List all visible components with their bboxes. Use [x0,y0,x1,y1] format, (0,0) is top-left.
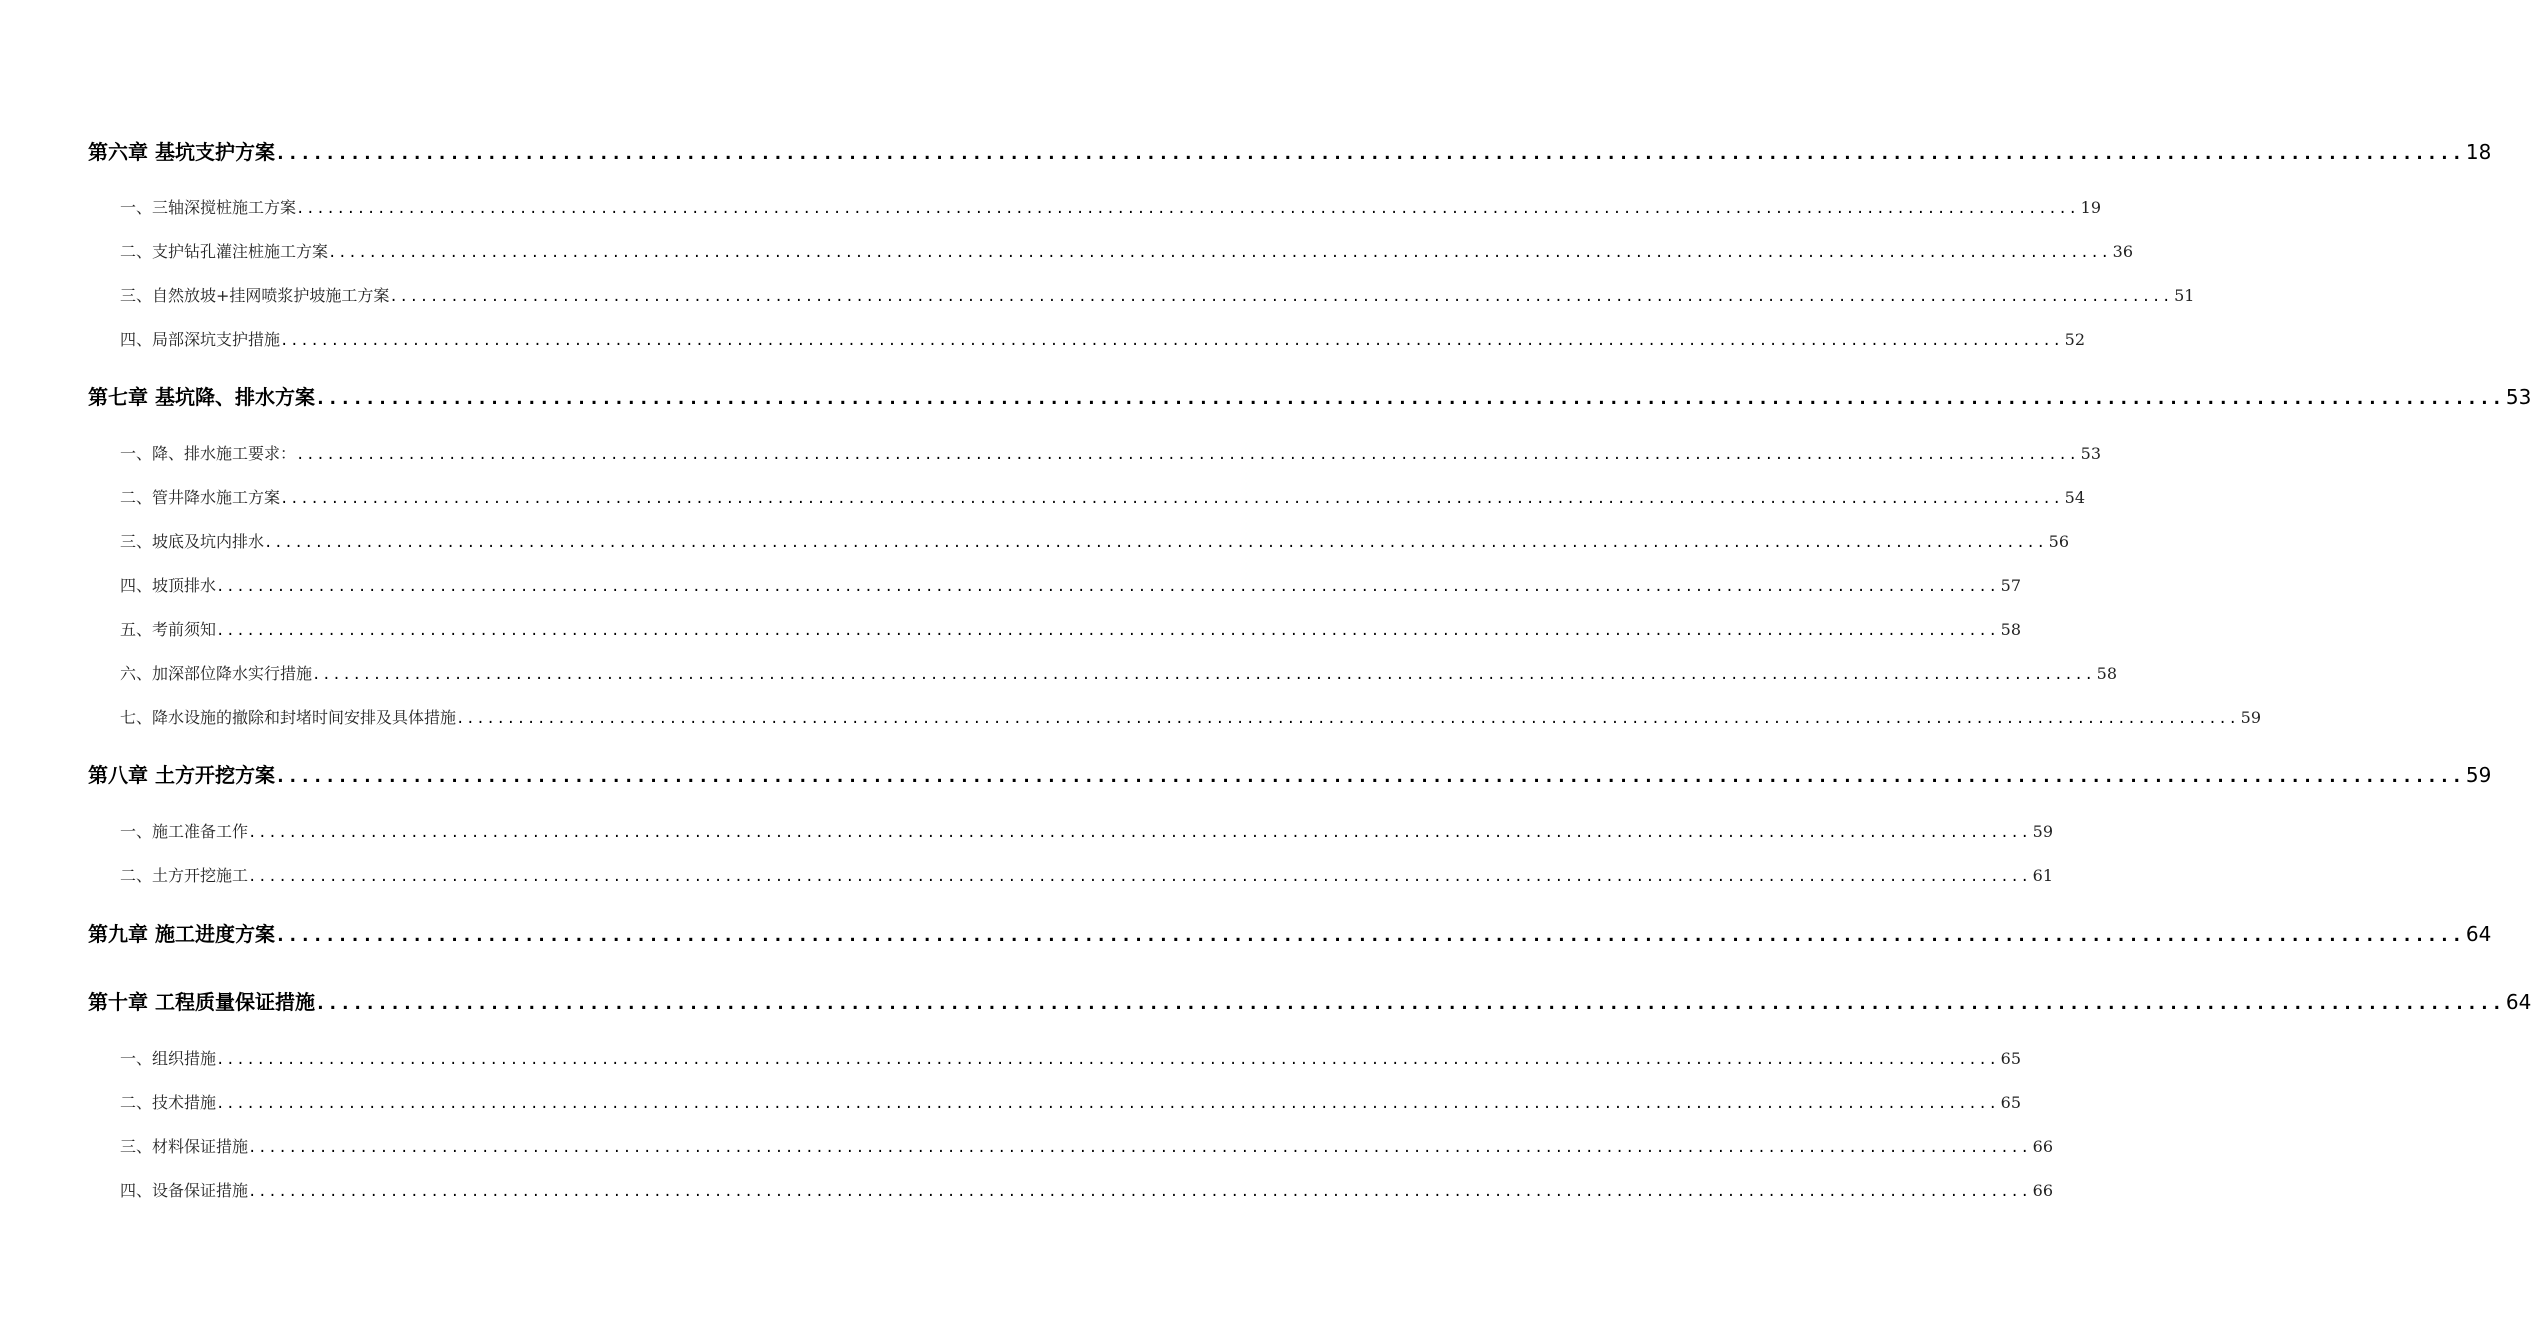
toc-section[interactable] [0,1046,2022,1072]
toc-chapter-9[interactable] [0,919,2492,949]
dot-leader: ................................................................................................................................................................................ [274,925,2464,946]
toc-entry-title: 二、支护钻孔灌注桩施工方案 [120,242,329,261]
toc-entry-title: 二、土方开挖施工 [120,866,249,885]
toc-page-number: 64 [2505,990,2531,1014]
toc-entry-title: 三、自然放坡+挂网喷浆护坡施工方案 [120,286,390,305]
toc-section[interactable] [0,283,2195,309]
toc-section[interactable] [0,441,2102,467]
toc-entry-title: 第十章 工程质量保证措施 [88,990,315,1014]
toc-page-number: 57 [2000,576,2022,595]
toc-page-number: 19 [2080,198,2102,217]
toc-page-number: 58 [2000,620,2022,639]
toc-page-number: 65 [2000,1049,2022,1068]
toc-entry-title: 四、坡顶排水 [120,576,217,595]
dot-leader: ................................................................................................................................................................................ [296,201,2079,217]
toc-page-number: 56 [2048,532,2070,551]
dot-leader: ................................................................................................................................................................................ [456,711,2239,727]
toc-page-number: 58 [2096,664,2118,683]
toc-entry-title: 三、坡底及坑内排水 [120,532,265,551]
toc-entry-title: 七、降水设施的撤除和封堵时间安排及具体措施 [120,708,457,727]
dot-leader: ................................................................................................................................................................................ [296,447,2079,463]
toc-entry-title: 二、技术措施 [120,1093,217,1112]
toc-section[interactable] [0,573,2022,599]
toc-page-number: 66 [2032,1181,2054,1200]
toc-chapter-8[interactable] [0,760,2492,790]
toc-entry-title: 二、管井降水施工方案 [120,488,281,507]
toc-page-number: 59 [2465,763,2492,787]
dot-leader: ................................................................................................................................................................................ [312,667,2095,683]
toc-entry-title: 五、考前须知 [120,620,217,639]
toc-chapter-6[interactable] [0,137,2492,167]
toc-page-number: 61 [2032,866,2054,885]
dot-leader: ................................................................................................................................................................................ [389,289,2173,305]
toc-section[interactable] [0,819,2054,845]
dot-leader: ................................................................................................................................................................................ [280,491,2063,507]
toc-entry-title: 第九章 施工进度方案 [88,922,275,946]
dot-leader: ................................................................................................................................................................................ [314,388,2504,409]
dot-leader: ................................................................................................................................................................................ [314,993,2504,1014]
toc-page-number: 66 [2032,1137,2054,1156]
toc-page-number: 65 [2000,1093,2022,1112]
dot-leader: ................................................................................................................................................................................ [274,143,2464,164]
toc-entry-title: 一、三轴深搅桩施工方案 [120,198,297,217]
toc-page-number: 59 [2032,822,2054,841]
dot-leader: ................................................................................................................................................................................ [328,245,2111,261]
toc-section[interactable] [0,617,2022,643]
toc-entry-title: 第六章 基坑支护方案 [88,140,275,164]
toc-entry-title: 第八章 土方开挖方案 [88,763,275,787]
toc-page-number: 18 [2465,140,2492,164]
toc-chapter-10[interactable] [0,987,2531,1017]
toc-entry-title: 一、降、排水施工要求： [120,444,297,463]
toc-entry-title: 第七章 基坑降、排水方案 [88,385,315,409]
toc-page-number: 53 [2080,444,2102,463]
toc-page-number: 54 [2064,488,2086,507]
toc-section[interactable] [0,1090,2022,1116]
toc-page-number: 36 [2112,242,2134,261]
toc-page-number: 64 [2465,922,2492,946]
toc-section[interactable] [0,529,2070,555]
toc-section[interactable] [0,327,2086,353]
dot-leader: ................................................................................................................................................................................ [216,623,1999,639]
toc-entry-title: 四、设备保证措施 [120,1181,249,1200]
dot-leader: ................................................................................................................................................................................ [248,1140,2031,1156]
toc-entry-title: 四、局部深坑支护措施 [120,330,281,349]
toc-page-number: 59 [2240,708,2262,727]
toc-entry-title: 六、加深部位降水实行措施 [120,664,313,683]
dot-leader: ................................................................................................................................................................................ [216,1052,1999,1068]
toc-section[interactable] [0,1134,2054,1160]
dot-leader: ................................................................................................................................................................................ [248,1184,2031,1200]
toc-section[interactable] [0,195,2102,221]
toc-entry-title: 一、施工准备工作 [120,822,249,841]
toc-page-number: 51 [2174,286,2195,305]
toc-entry-title: 三、材料保证措施 [120,1137,249,1156]
dot-leader: ................................................................................................................................................................................ [216,1096,1999,1112]
toc-entry-title: 一、组织措施 [120,1049,217,1068]
dot-leader: ................................................................................................................................................................................ [274,766,2464,787]
toc-page-number: 52 [2064,330,2086,349]
toc-section[interactable] [0,863,2054,889]
toc-section[interactable] [0,1178,2054,1204]
dot-leader: ................................................................................................................................................................................ [248,869,2031,885]
dot-leader: ................................................................................................................................................................................ [248,825,2031,841]
dot-leader: ................................................................................................................................................................................ [216,579,1999,595]
toc-section[interactable] [0,239,2134,265]
toc-section[interactable] [0,485,2086,511]
toc-section[interactable] [0,661,2118,687]
dot-leader: ................................................................................................................................................................................ [280,333,2063,349]
dot-leader: ................................................................................................................................................................................ [264,535,2047,551]
toc-chapter-7[interactable] [0,382,2531,412]
toc-page-number: 53 [2505,385,2531,409]
toc-section[interactable] [0,705,2262,731]
